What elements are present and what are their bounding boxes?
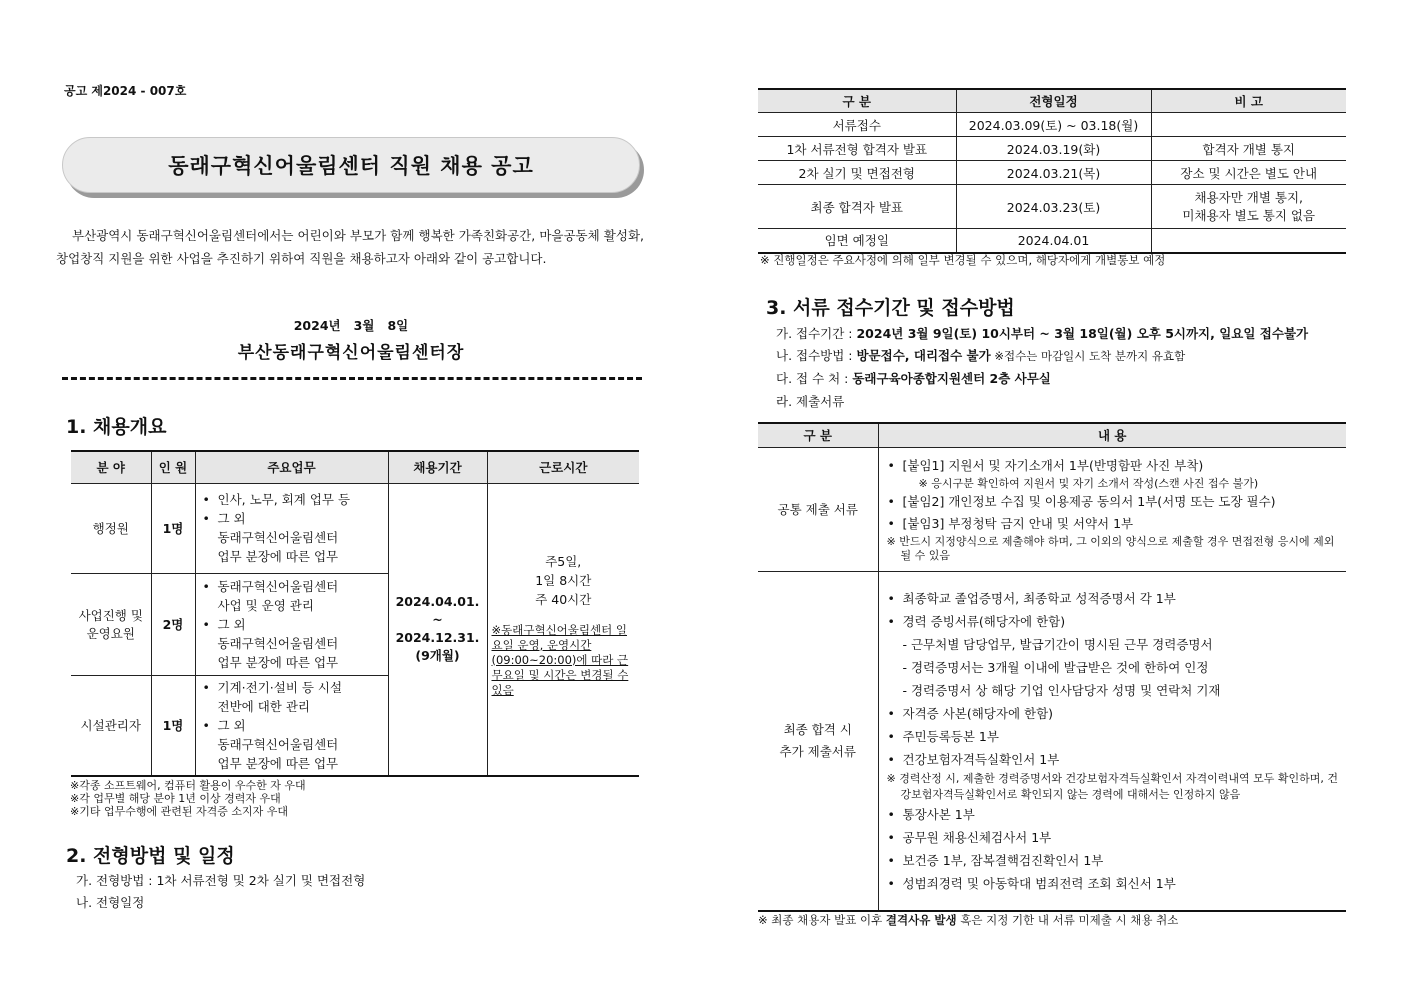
tasks-cell xyxy=(195,573,388,675)
tasks-cell xyxy=(195,675,388,776)
hours-line: 주 40시간 xyxy=(535,591,592,607)
schedule-stage: 서류접수 xyxy=(758,113,956,137)
schedule-remark xyxy=(1151,113,1346,137)
section2-heading: 2. 전형방법 및 일정 xyxy=(66,845,235,867)
doc-item: • 공무원 채용신체검사서 1부 xyxy=(885,826,1341,849)
schedule-date: 2024.03.19(화) xyxy=(956,137,1151,161)
divider xyxy=(62,377,642,380)
schedule-stage: 1차 서류전형 합격자 발표 xyxy=(758,137,956,161)
col-header: 근로시간 xyxy=(487,451,639,483)
tasks-cell xyxy=(195,483,388,573)
field-cell: 행정원 xyxy=(71,483,151,573)
note-line: ※각 업무별 해당 분야 1년 이상 경력자 우대 xyxy=(70,792,281,805)
footer-text: ※ 최종 채용자 발표 이후 xyxy=(758,913,886,927)
footer-text: 혹은 지정 기한 내 서류 미제출 시 채용 취소 xyxy=(956,913,1179,927)
doc-item: • [붙임1] 지원서 및 자기소개서 1부(반명함판 사진 부착) xyxy=(885,455,1341,477)
hours-line: 1일 8시간 xyxy=(535,572,592,588)
task-detail: 동래구혁신어울림센터 xyxy=(217,736,339,752)
doc-item: • 주민등록등본 1부 xyxy=(885,725,1341,748)
title-banner xyxy=(62,137,640,193)
doc-item: • [붙임2] 개인정보 수집 및 이용제공 동의서 1부(서명 또는 도장 필수) xyxy=(885,491,1341,513)
schedule-stage: 최종 합격자 발표 xyxy=(758,185,956,229)
notice-number: 공고 제2024 - 007호 xyxy=(64,84,187,98)
schedule-remark: 합격자 개별 통지 xyxy=(1151,137,1346,161)
hours-line: 주5일, xyxy=(545,553,582,569)
schedule-remark: 장소 및 시간은 별도 안내 xyxy=(1151,161,1346,185)
page-title: 동래구혁신어울림센터 직원 채용 공고 xyxy=(168,154,534,178)
screening-method: 가. 전형방법 : 1차 서류전형 및 2차 실기 및 면접전형 xyxy=(76,873,366,888)
col-header: 분 야 xyxy=(71,451,151,483)
task-item: • 그 외 xyxy=(200,509,384,528)
count-cell: 1명 xyxy=(151,483,195,573)
receipt-period-label: 가. 접수기간 : xyxy=(776,326,857,341)
footer-emphasis: 결격사유 발생 xyxy=(885,913,957,927)
receipt-method-label: 나. 접수방법 : xyxy=(776,348,857,363)
col-header: 구 분 xyxy=(758,89,956,113)
screening-schedule-label: 나. 전형일정 xyxy=(76,895,145,910)
final-label-line: 최종 합격 시 xyxy=(783,721,852,737)
notice-date: 2024년 3월 8일 xyxy=(293,318,409,333)
receipt-period-value: 2024년 3월 9일(토) 10시부터 ~ 3월 18일(월) 오후 5시까지, 일요일 접수불가 xyxy=(856,326,1309,341)
signer: 부산동래구혁신어울림센터장 xyxy=(237,343,465,363)
col-header: 전형일정 xyxy=(956,89,1151,113)
task-detail: 사업 및 운영 관리 xyxy=(217,597,314,613)
col-header: 구 분 xyxy=(758,423,878,447)
task-item: • 동래구혁신어울림센터 xyxy=(200,577,384,596)
col-header: 인 원 xyxy=(151,451,195,483)
schedule-stage: 임면 예정일 xyxy=(758,229,956,253)
doc-item: • 통장사본 1부 xyxy=(885,803,1341,826)
schedule-table xyxy=(758,88,1346,254)
task-detail: 동래구혁신어울림센터 xyxy=(217,635,339,651)
documents-table xyxy=(758,422,1346,912)
task-detail: 전반에 대한 관리 xyxy=(217,698,310,714)
hours-note: ※동래구혁신어울림센터 일요일 운영, 운영시간(09:00~20:00)에 따라 근무요일 및 시간은 변경될 수 있음 xyxy=(491,622,629,697)
receipt-place-value: 동래구육아종합지원센터 2층 사무실 xyxy=(852,371,1051,386)
doc-item: • 경력 증빙서류(해당자에 한함) xyxy=(885,610,1341,633)
final-docs-label xyxy=(758,571,878,911)
receipt-place xyxy=(776,368,1051,390)
intro-text: 부산광역시 동래구혁신어울림센터에서는 어린이와 부모가 함께 행복한 가족친화공간, 마을공동체 활성화, 창업창직 지원을 위한 사업을 추진하기 위하여 직원을 채용하고자 아래와 같이 공고합니다. xyxy=(56,228,644,266)
doc-item: • 건강보험자격득실확인서 1부 xyxy=(885,748,1341,771)
task-item: • 그 외 xyxy=(200,716,384,735)
period-start: 2024.04.01. xyxy=(395,594,480,609)
task-detail: 업무 분장에 따른 업무 xyxy=(217,549,339,564)
col-header: 비 고 xyxy=(1151,89,1346,113)
task-item: • 기계·전기·설비 등 시설 xyxy=(200,678,384,697)
doc-item: • 최종학교 졸업증명서, 최종학교 성적증명서 각 1부 xyxy=(885,587,1341,610)
section3-heading: 3. 서류 접수기간 및 접수방법 xyxy=(766,297,1015,319)
col-header: 채용기간 xyxy=(388,451,487,483)
schedule-date: 2024.03.23(토) xyxy=(956,185,1151,229)
field-cell: 사업진행 및 운영요원 xyxy=(71,573,151,675)
documents-label: 라. 제출서류 xyxy=(776,394,845,409)
final-label-line: 추가 제출서류 xyxy=(779,743,856,759)
task-detail: 업무 분장에 따른 업무 xyxy=(217,654,339,670)
receipt-method-note: ※접수는 마감일시 도착 분까지 유효함 xyxy=(990,349,1186,363)
count-cell: 2명 xyxy=(151,573,195,675)
count-cell: 1명 xyxy=(151,675,195,776)
section1-heading: 1. 채용개요 xyxy=(66,416,167,438)
doc-note: ※ 반드시 지정양식으로 제출해야 하며, 그 이외의 양식으로 제출할 경우 면접전형 응시에 제외될 수 있음 xyxy=(886,535,1335,562)
period-end: ~ 2024.12.31. xyxy=(395,612,480,645)
schedule-remark xyxy=(1151,229,1346,253)
doc-item: • 보건증 1부, 잠복결핵검진확인서 1부 xyxy=(885,849,1341,872)
task-detail: 업무 분장에 따른 업무 xyxy=(217,755,339,771)
doc-note: ※ 경력산정 시, 제출한 경력증명서와 건강보험자격득실확인서 자격이력내역 모두 확인하며, 건강보험자격득실확인서로 확인되지 않는 경력에 대해서는 인정하지 않음 xyxy=(886,771,1338,801)
schedule-note: ※ 진행일정은 주요사정에 의해 일부 변경될 수 있으며, 해당자에게 개별통보 예정 xyxy=(760,253,1166,267)
doc-item: • 자격증 사본(해당자에 한함) xyxy=(885,702,1341,725)
note-line: ※각종 소프트웨어, 컴퓨터 활용이 우수한 자 우대 xyxy=(70,779,306,792)
common-docs-list xyxy=(878,447,1346,571)
schedule-remark: 채용자만 개별 통지, 미채용자 별도 통지 없음 xyxy=(1151,185,1346,229)
task-item: • 그 외 xyxy=(200,615,384,634)
receipt-place-label: 다. 접 수 처 : xyxy=(776,371,853,386)
doc-subitem: - 경력증명서 상 해당 기업 인사담당자 성명 및 연락처 기재 xyxy=(902,682,1221,698)
preference-notes xyxy=(70,779,306,818)
schedule-stage: 2차 실기 및 면접전형 xyxy=(758,161,956,185)
field-cell: 시설관리자 xyxy=(71,675,151,776)
schedule-date: 2024.03.21(목) xyxy=(956,161,1151,185)
doc-note: ※ 응시구분 확인하여 지원서 및 자기 소개서 작성(스캔 사진 접수 불가) xyxy=(918,477,1259,490)
final-footer-note xyxy=(758,912,1178,928)
schedule-date: 2024.03.09(토) ~ 03.18(월) xyxy=(956,113,1151,137)
recruitment-table xyxy=(71,450,639,777)
doc-subitem: - 경력증명서는 3개월 이내에 발급받은 것에 한하여 인정 xyxy=(902,659,1209,675)
final-docs-list xyxy=(878,571,1346,911)
schedule-date: 2024.04.01 xyxy=(956,229,1151,253)
receipt-period xyxy=(776,323,1308,345)
task-item: • 인사, 노무, 회계 업무 등 xyxy=(200,490,384,509)
intro-paragraph xyxy=(56,224,644,270)
note-line: ※기타 업무수행에 관련된 자격증 소지자 우대 xyxy=(70,805,288,818)
hours-cell xyxy=(487,483,639,776)
col-header: 주요업무 xyxy=(195,451,388,483)
doc-item: • [붙임3] 부정청탁 금지 안내 및 서약서 1부 xyxy=(885,513,1341,535)
doc-subitem: - 근무처별 담당업무, 발급기간이 명시된 근무 경력증명서 xyxy=(902,636,1213,652)
common-docs-label: 공통 제출 서류 xyxy=(758,447,878,571)
period-duration: (9개월) xyxy=(415,648,460,663)
doc-item: • 성범죄경력 및 아동학대 범죄전력 조회 회신서 1부 xyxy=(885,872,1341,895)
receipt-method xyxy=(776,345,1185,367)
task-detail: 동래구혁신어울림센터 xyxy=(217,530,339,545)
period-cell xyxy=(388,483,487,776)
receipt-method-value: 방문접수, 대리접수 불가 xyxy=(856,348,991,363)
col-header: 내 용 xyxy=(878,423,1346,447)
